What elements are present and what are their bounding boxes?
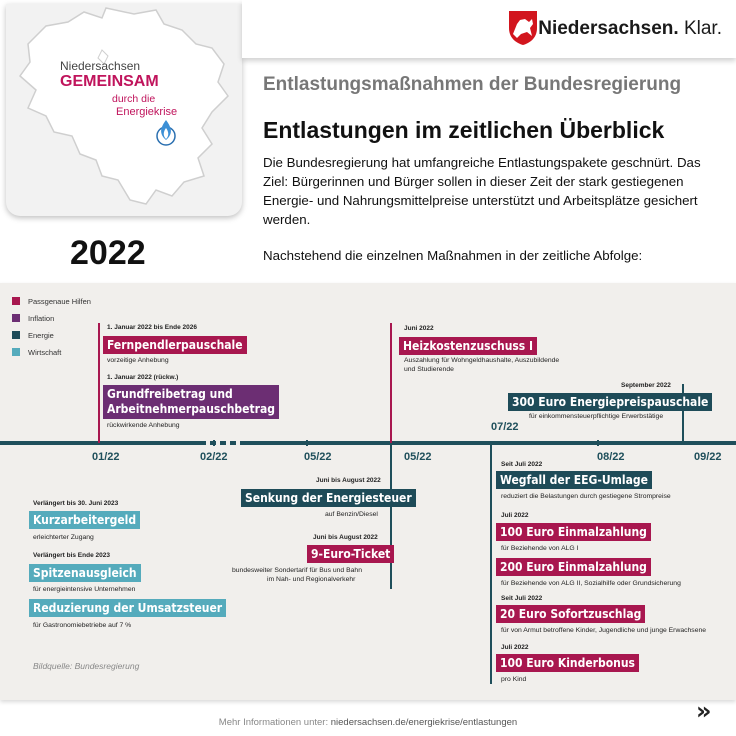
- month-label: 07/22: [491, 421, 519, 433]
- item-desc: für einkommensteuerpflichtige Erwerbstätige: [529, 413, 664, 420]
- item-heizkostenzuschuss: Heizkostenzuschuss I: [399, 337, 537, 355]
- intro-text: Die Bundesregierung hat umfangreiche Entlastungspakete geschnürt. Das Ziel: Bürgerinnen und Bürger sollen in dieser Zeit der stark gestiegenen Energie- und Nahrungsmittelpreise unterstützt und Arbeitsplätze gesichert werden.: [263, 155, 701, 227]
- footer-info: [0, 717, 736, 728]
- item-date: 1. Januar 2022 (rückw.): [107, 374, 179, 381]
- item-date: Juni bis August 2022: [313, 534, 378, 541]
- footer-prefix: Mehr Informationen unter:: [218, 717, 331, 728]
- axis-tick: [306, 440, 308, 446]
- timeline-axis-gap: [200, 441, 240, 445]
- month-label: 02/22: [200, 451, 228, 463]
- item-date: Verlängert bis Ende 2023: [33, 552, 110, 559]
- item-desc: für Gastronomiebetriebe auf 7 %: [33, 622, 132, 629]
- item-desc: erleichterter Zugang: [33, 534, 94, 541]
- item-kinderbonus: 100 Euro Kinderbonus: [496, 654, 639, 672]
- item-desc: bundesweiter Sondertarif für Bus und Bahn: [232, 567, 362, 574]
- month-label: 09/22: [694, 451, 722, 463]
- item-desc: für Beziehende von ALG I: [501, 545, 579, 552]
- card-line-3: durch die: [112, 93, 156, 105]
- card-line-2: GEMEINSAM: [60, 73, 159, 90]
- next-icon[interactable]: »: [696, 697, 712, 725]
- item-date: Seit Juli 2022: [501, 595, 543, 602]
- timeline-axis: [240, 441, 736, 445]
- item-eeg-umlage: Wegfall der EEG-Umlage: [496, 471, 652, 489]
- item-desc: und Studierende: [404, 366, 454, 373]
- connector-line: [390, 443, 392, 589]
- legend-swatch-icon: [12, 331, 20, 339]
- item-desc: Auszahlung für Wohngeldhaushalte, Auszubildende: [404, 357, 560, 364]
- legend-swatch-icon: [12, 348, 20, 356]
- campaign-logo-card: [6, 4, 242, 216]
- item-spitzenausgleich: Spitzenausgleich: [29, 564, 141, 582]
- connector-line: [390, 323, 392, 443]
- item-grundfreibetrag: Grundfreibetrag und Arbeitnehmerpauschbetrag: [103, 385, 279, 419]
- item-desc: reduziert die Belastungen durch gestiegene Strompreise: [501, 493, 671, 500]
- legend-wirtschaft: Wirtschaft: [12, 348, 61, 357]
- item-9-euro-ticket: 9-Euro-Ticket: [307, 545, 394, 563]
- item-date: Seit Juli 2022: [501, 461, 543, 468]
- item-desc: für energieintensive Unternehmen: [33, 586, 136, 593]
- legend-energie: Energie: [12, 331, 54, 340]
- footer-link[interactable]: niedersachsen.de/energiekrise/entlastungen: [330, 717, 518, 728]
- legend-inflation: Inflation: [12, 314, 54, 323]
- item-date: Juli 2022: [501, 644, 529, 651]
- connector-line: [490, 443, 492, 684]
- item-kurzarbeitergeld: Kurzarbeitergeld: [29, 511, 140, 529]
- month-label: 01/22: [92, 451, 120, 463]
- item-energiesteuer: Senkung der Energiesteuer: [241, 489, 416, 507]
- coat-of-arms-icon: [508, 10, 538, 46]
- legend-swatch-icon: [12, 314, 20, 322]
- axis-tick: [213, 440, 215, 446]
- card-line-1: Niedersachsen: [60, 59, 141, 73]
- page-title: Entlastungen im zeitlichen Überblick: [263, 117, 665, 143]
- month-label: 08/22: [597, 451, 625, 463]
- item-date: Juli 2022: [501, 512, 529, 519]
- item-desc: rückwirkende Anhebung: [107, 422, 180, 429]
- month-label: 05/22: [304, 451, 332, 463]
- month-label: 05/22: [404, 451, 432, 463]
- item-date: 1. Januar 2022 bis Ende 2026: [107, 324, 197, 331]
- year-heading: 2022: [70, 234, 146, 272]
- item-umsatzsteuer: Reduzierung der Umsatzsteuer: [29, 599, 226, 617]
- item-energiepreispauschale: 300 Euro Energiepreispauschale: [508, 393, 712, 411]
- item-sofortzuschlag: 20 Euro Sofortzuschlag: [496, 605, 645, 623]
- image-source: Bildquelle: Bundesregierung: [33, 661, 140, 671]
- item-desc: vorzeitige Anhebung: [107, 357, 169, 364]
- card-line-4: Energiekrise: [116, 106, 178, 118]
- item-date: Juni 2022: [404, 325, 434, 332]
- item-desc: für Beziehende von ALG II, Sozialhilfe oder Grundsicherung: [501, 580, 681, 587]
- item-desc: im Nah- und Regionalverkehr: [267, 576, 356, 583]
- intro-followup: Nachstehend die einzelnen Maßnahmen in der zeitliche Abfolge:: [263, 248, 643, 263]
- item-fernpendlerpauschale: Fernpendlerpauschale: [103, 336, 247, 354]
- brand-wordmark: Niedersachsen. Klar.: [538, 18, 722, 39]
- brand-bar: [242, 0, 736, 58]
- page-subtitle: Entlastungsmaßnahmen der Bundesregierung: [263, 74, 682, 95]
- item-einmalzahlung-200: 200 Euro Einmalzahlung: [496, 558, 651, 576]
- item-date: Juni bis August 2022: [316, 477, 381, 484]
- connector-line: [98, 323, 100, 443]
- item-date: September 2022: [621, 382, 671, 389]
- item-desc: auf Benzin/Diesel: [325, 511, 378, 518]
- legend-swatch-icon: [12, 297, 20, 305]
- item-einmalzahlung-100: 100 Euro Einmalzahlung: [496, 523, 651, 541]
- legend-passgenaue: Passgenaue Hilfen: [12, 297, 91, 306]
- item-desc: für von Armut betroffene Kinder, Jugendliche und junge Erwachsene: [501, 627, 707, 634]
- timeline-axis: [0, 441, 200, 445]
- item-desc: pro Kind: [501, 676, 527, 683]
- item-date: Verlängert bis 30. Juni 2023: [33, 500, 119, 507]
- axis-tick: [597, 440, 599, 446]
